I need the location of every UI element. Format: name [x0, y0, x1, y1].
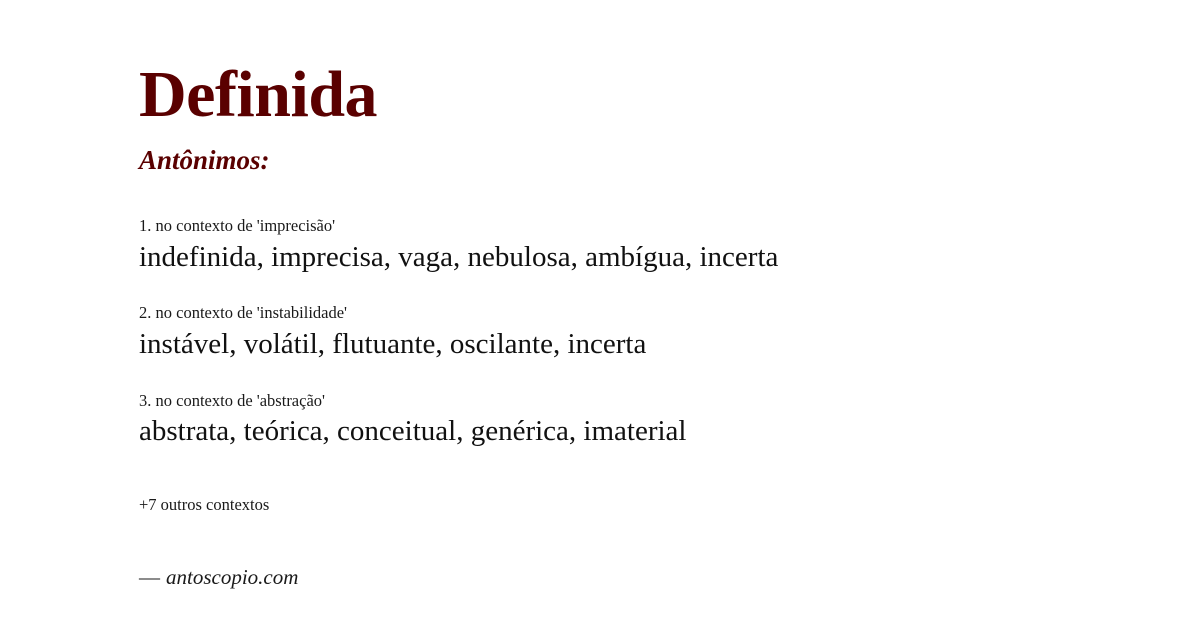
sense-terms: indefinida, imprecisa, vaga, nebulosa, ambígua, incerta [139, 240, 779, 273]
page-title: Definida [139, 58, 378, 131]
section-subtitle: Antônimos: [139, 145, 270, 175]
list-item [139, 391, 1200, 449]
sense-terms: instável, volátil, flutuante, oscilante, incerta [139, 328, 647, 361]
list-item [139, 216, 1200, 274]
more-contexts-label: +7 outros contextos [139, 495, 270, 515]
sense-terms: abstrata, teórica, conceitual, genérica, imaterial [139, 415, 687, 448]
source-name: antoscopio.com [166, 565, 299, 590]
list-item [139, 303, 1200, 361]
sense-context-label: 1. no contexto de 'imprecisão' [139, 216, 336, 235]
source-attribution [139, 515, 1200, 590]
sense-context-label: 3. no contexto de 'abstração' [139, 390, 326, 410]
sense-list [139, 174, 1200, 449]
em-dash: — [139, 565, 160, 590]
sense-context-label: 2. no contexto de 'instabilidade' [139, 303, 348, 323]
